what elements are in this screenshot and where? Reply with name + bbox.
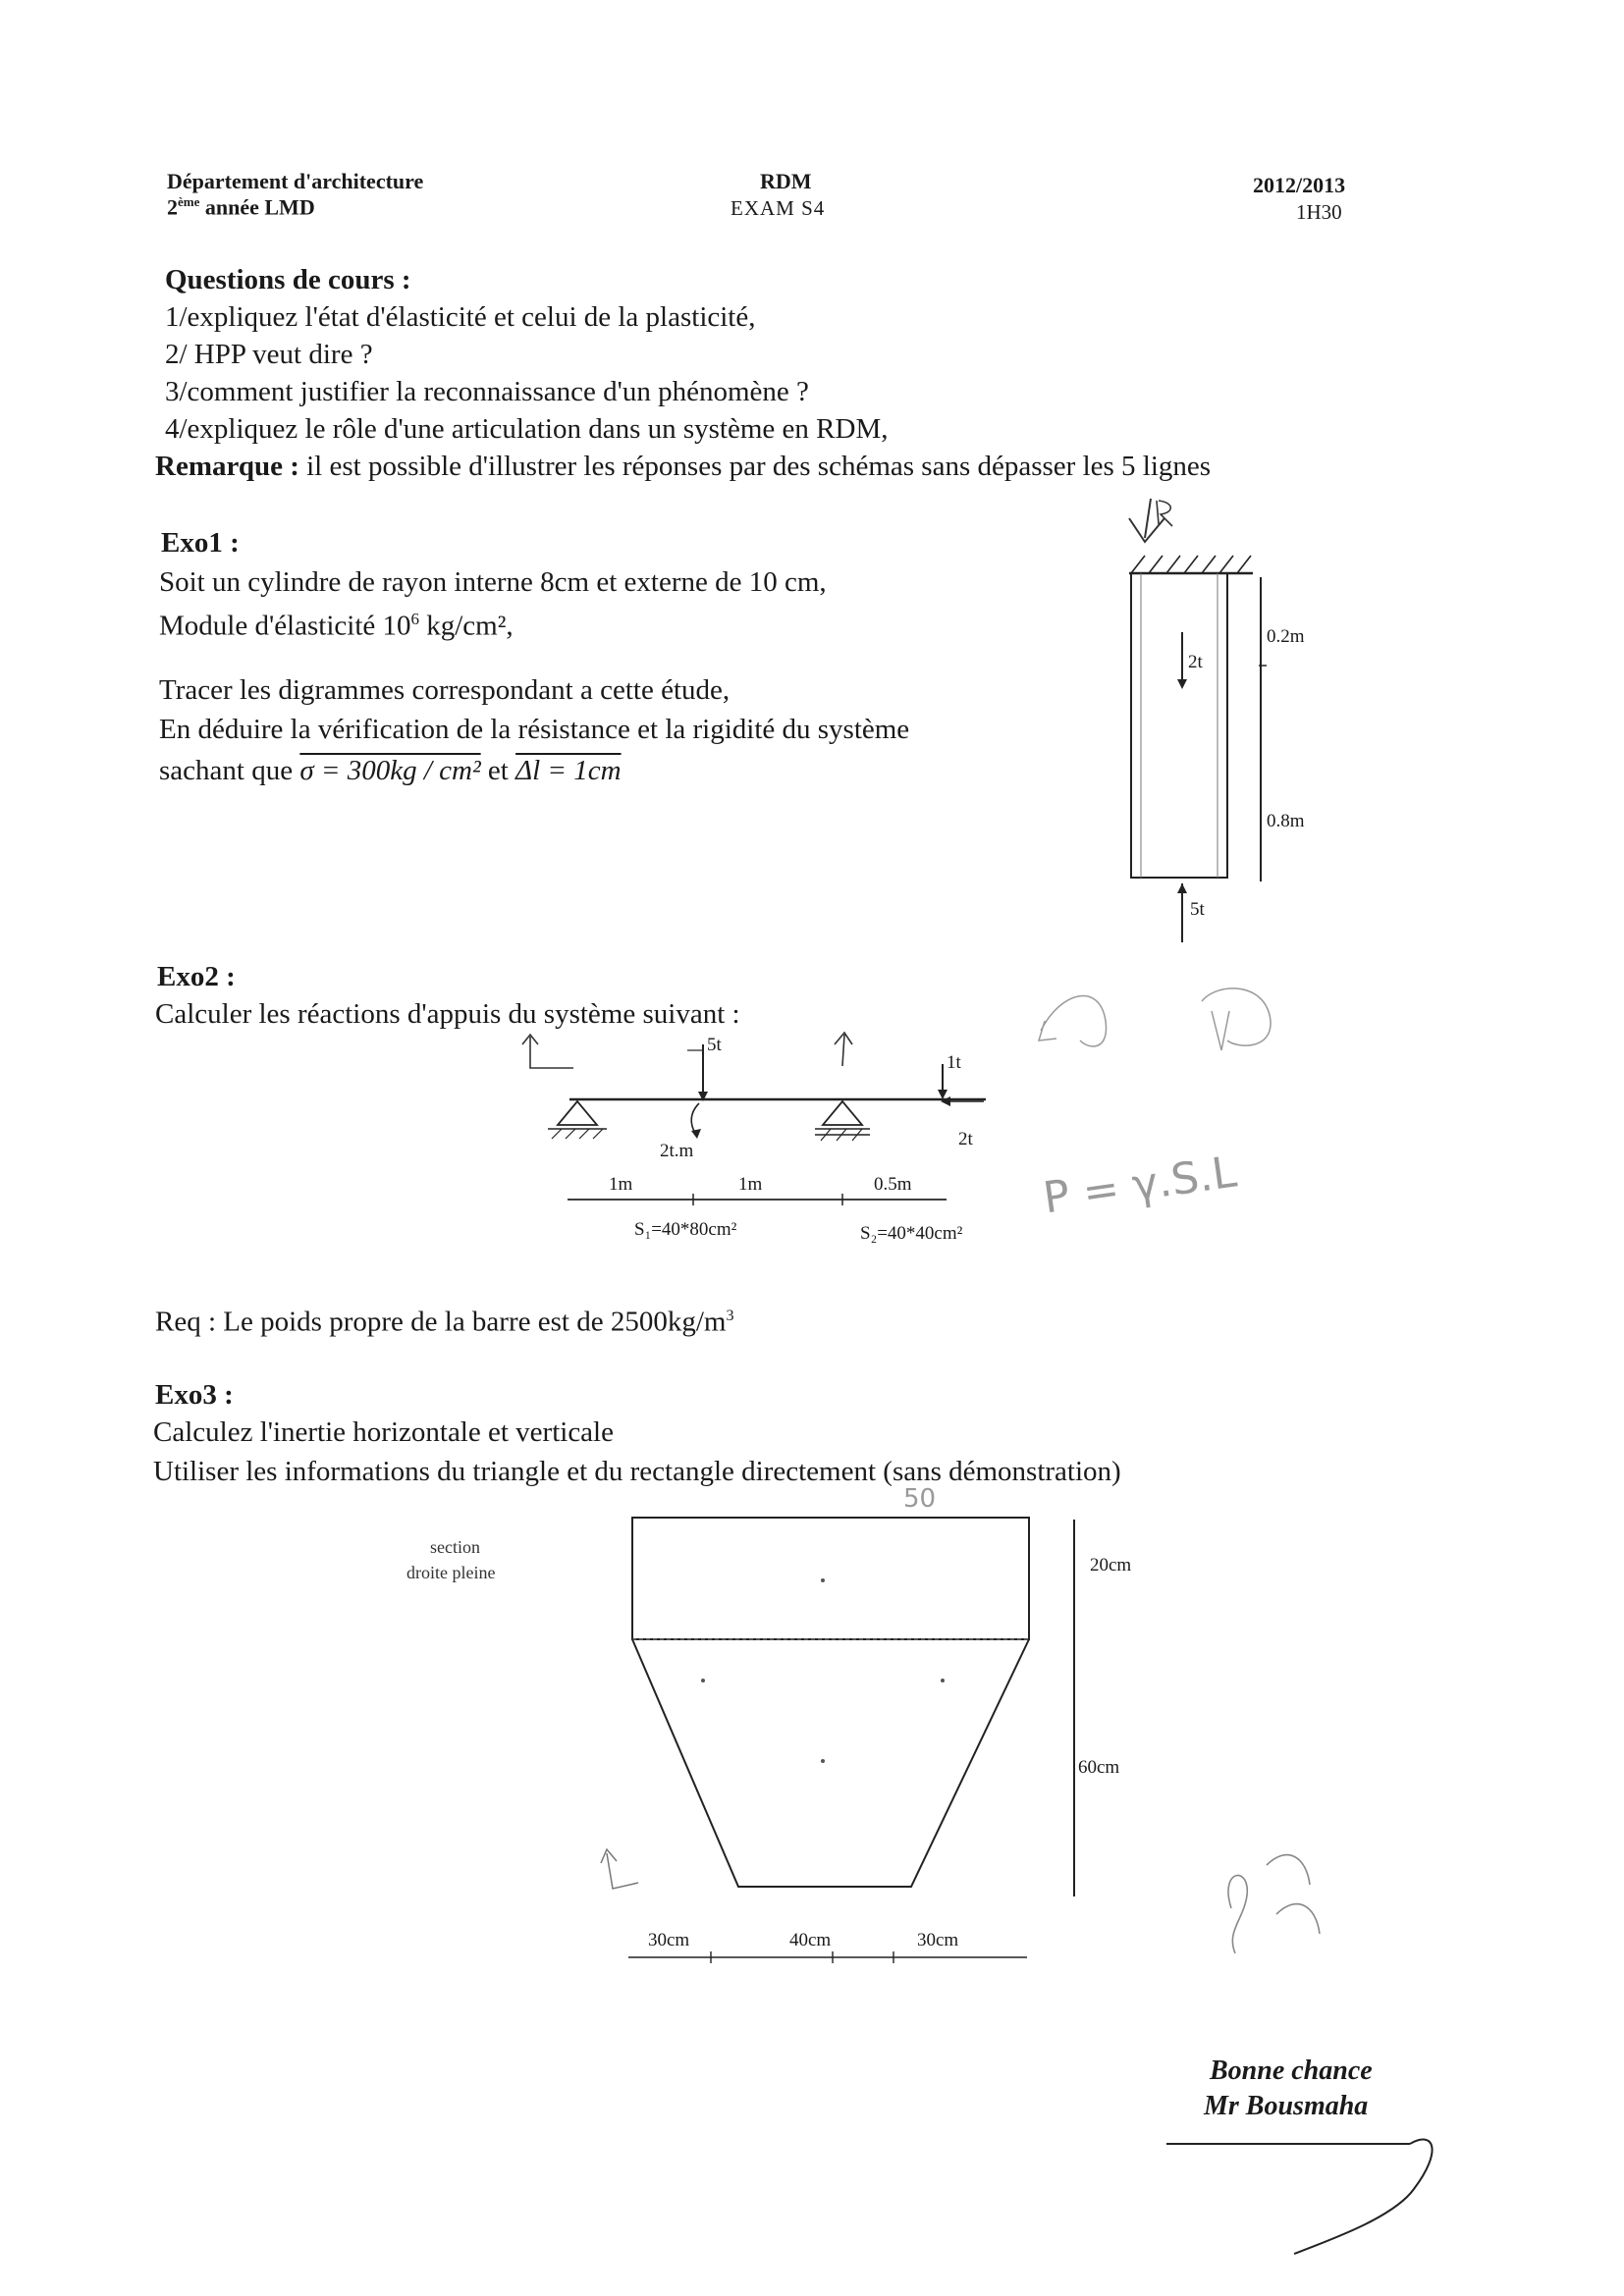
exo2-line1: Calculer les réactions d'appuis du système suivant :	[155, 998, 740, 1030]
question-1: 1/expliquez l'état d'élasticité et celui de la plasticité,	[165, 301, 756, 333]
exo1-load-bottom: 5t	[1190, 899, 1205, 920]
exo3-dim-30a: 30cm	[648, 1930, 690, 1950]
exo1-line5-a: sachant que	[159, 755, 300, 786]
remark-label: Remarque :	[155, 451, 299, 482]
academic-year: 2012/2013	[1253, 173, 1346, 197]
question-2: 2/ HPP veut dire ?	[165, 339, 373, 370]
exo2-span2: 1m	[738, 1174, 763, 1195]
exo3-dim-30b: 30cm	[917, 1930, 959, 1950]
question-3: 3/comment justifier la reconnaissance d'un phénomène ?	[165, 376, 809, 407]
exo1-line3: Tracer les digrammes correspondant a cette étude,	[159, 674, 731, 706]
exo1-line2-b: kg/cm²,	[419, 610, 514, 642]
exo1-line1: Soit un cylindre de rayon interne 8cm et externe de 10 cm,	[159, 566, 827, 598]
department-name: Département d'architecture	[167, 169, 424, 193]
exo3-section-label2: droite pleine	[406, 1563, 496, 1582]
exo2-handwritten-note: P = γ.S.L	[1040, 1147, 1240, 1224]
closing-author: Mr Bousmaha	[1204, 2091, 1369, 2121]
exo2-force-1t: 1t	[947, 1052, 961, 1073]
exo2-title: Exo2 :	[157, 961, 236, 992]
exo1-load-top: 2t	[1188, 652, 1203, 672]
exo2-note-text: Req : Le poids propre de la barre est de 2500kg/m	[155, 1306, 727, 1338]
exo1-line4: En déduire la vérification de la résistance et la rigidité du système	[159, 714, 910, 745]
year-sup: ème	[178, 194, 200, 209]
exo1-line2-a: Module d'élasticité 10	[159, 610, 411, 642]
deformation-limit: Δl = 1cm	[515, 755, 622, 786]
exo2-moment: 2t.m	[660, 1141, 694, 1161]
exo2-span1: 1m	[609, 1174, 633, 1195]
exo2-span3: 0.5m	[874, 1174, 912, 1195]
exo3-section-label1: section	[430, 1537, 480, 1557]
exo2-s2: S₂=40*40cm²	[860, 1223, 963, 1244]
closing-good-luck: Bonne chance	[1210, 2056, 1373, 2086]
exo3-dim-20: 20cm	[1090, 1555, 1132, 1575]
exo3-line1: Calculez l'inertie horizontale et verticale	[153, 1416, 614, 1448]
exo3-hand-50: 50	[903, 1484, 937, 1514]
exo2-force-2t: 2t	[958, 1129, 973, 1149]
exo3-dim-60: 60cm	[1078, 1757, 1120, 1778]
questions-title: Questions de cours :	[165, 264, 411, 295]
year-suffix: année LMD	[199, 194, 315, 220]
question-4: 4/expliquez le rôle d'une articulation dans un système en RDM,	[165, 413, 889, 445]
exo2-s1: S₁=40*80cm²	[634, 1219, 737, 1240]
sigma-limit: σ = 300kg / cm²	[299, 755, 481, 786]
exo3-title: Exo3 :	[155, 1379, 234, 1411]
exo2-note-sup: 3	[726, 1308, 734, 1324]
duration: 1H30	[1296, 200, 1342, 224]
exo1-line5-b: et	[480, 755, 516, 786]
remark-text: il est possible d'illustrer les réponses par des schémas sans dépasser les 5 lignes	[298, 451, 1212, 482]
exo1-dim-top: 0.2m	[1267, 626, 1305, 647]
year-prefix: 2	[167, 194, 178, 220]
exo1-title: Exo1 :	[161, 527, 240, 559]
exam-name: EXAM S4	[731, 196, 826, 220]
exo3-dim-40: 40cm	[789, 1930, 832, 1950]
subject: RDM	[760, 169, 812, 193]
exo2-force-5t: 5t	[707, 1035, 722, 1055]
exo1-dim-bottom: 0.8m	[1267, 811, 1305, 831]
exo3-line2: Utiliser les informations du triangle et du rectangle directement (sans démonstration)	[153, 1456, 1121, 1487]
exo1-line2-sup: 6	[410, 610, 419, 628]
